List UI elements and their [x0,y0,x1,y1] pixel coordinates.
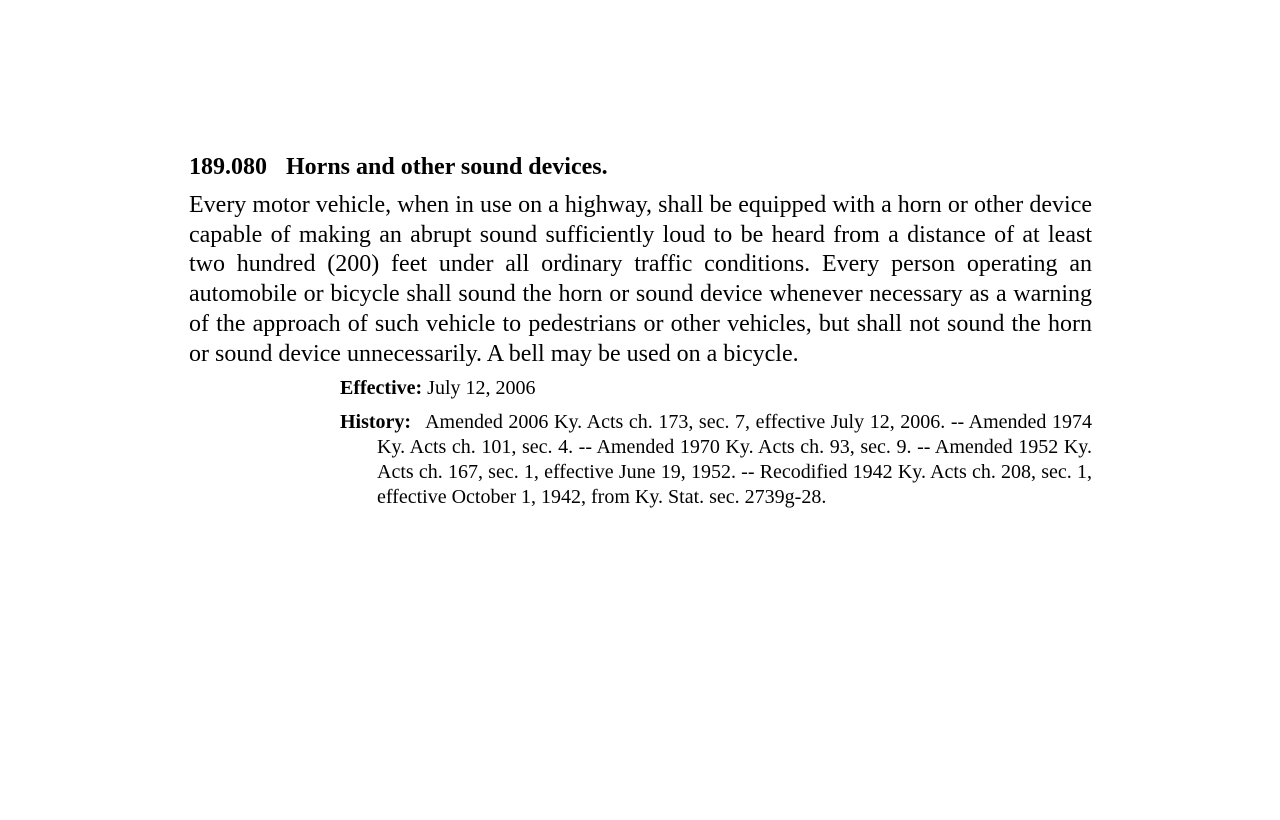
section-title: Horns and other sound devices. [286,154,608,180]
statute-document [189,151,1092,510]
effective-date [340,376,1092,400]
section-metadata [340,376,1092,510]
history-label: History: [340,411,412,434]
history-note [340,410,1092,510]
effective-label: Effective: [340,377,423,400]
section-number: 189.080 [189,154,267,180]
section-heading [189,151,1092,183]
history-value: Amended 2006 Ky. Acts ch. 173, sec. 7, effective July 12, 2006. -- Amended 1974 Ky. Acts ch. 101, sec. 4. -- Amended 1970 Ky. Acts ch. 93, sec. 9. -- Amended 1952 Ky. Acts ch. 167, sec. 1, effective June 19, 1952. -- Recodified 1942 Ky. Acts ch. 208, sec. 1, effective October 1, 1942, from Ky. Stat. sec. 2739g-28. [377,411,1092,509]
effective-value: July 12, 2006 [427,377,536,400]
section-body: Every motor vehicle, when in use on a highway, shall be equipped with a horn or other device capable of making an abrupt sound sufficiently loud to be heard from a distance of at least two hundred (200) feet under all ordinary traffic conditions. Every person operating an automobile or bicycle shall sound the horn or sound device whenever necessary as a warning of the approach of such vehicle to pedestrians or other vehicles, but shall not sound the horn or sound device unnecessarily. A bell may be used on a bicycle. [189,192,1092,367]
